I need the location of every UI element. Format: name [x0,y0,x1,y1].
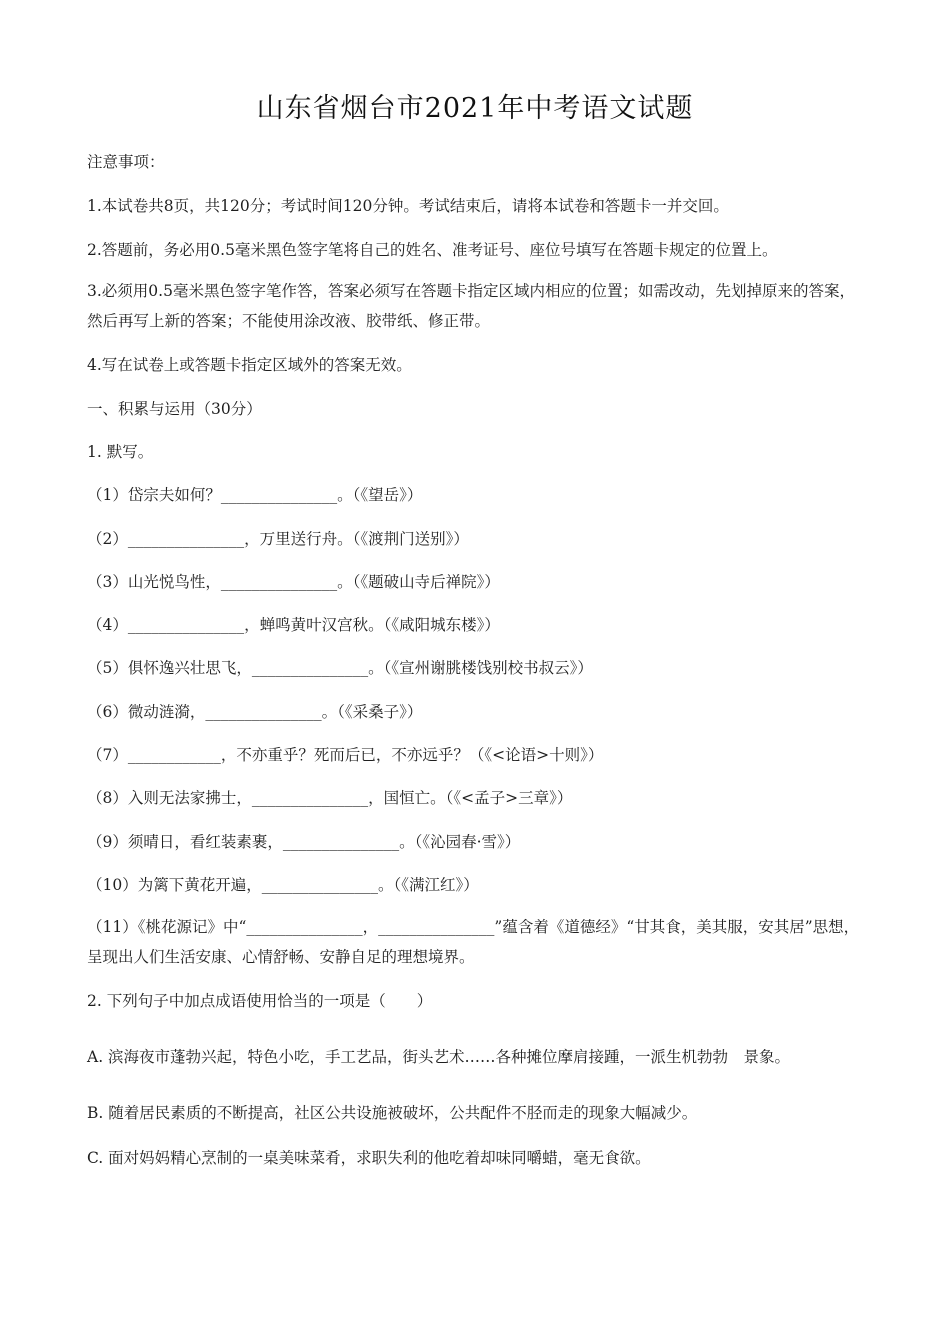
dictation-item: （1）岱宗夫如何？_______________。（《望岳》） [87,486,423,504]
dictation-item: （7）____________，不亦重乎？死而后已，不亦远乎？（《<论语>十则》） [87,746,604,764]
notice-item: 4.写在试卷上或答题卡指定区域外的答案无效。 [87,356,412,374]
notice-item: 1.本试卷共8页，共120分；考试时间120分钟。考试结束后，请将本试卷和答题卡一并交回。 [87,197,729,215]
dictation-item: （6）微动涟漪，_______________。（《采桑子》） [87,703,423,721]
dictation-item: （11）《桃花源记》中“_______________，_______________”蕴含着《道德经》“甘其食，美其服，安其居”思想，呈现出人们生活安康、心情舒畅、安静自足的理想境界。 [87,918,860,966]
dictation-item: （5）俱怀逸兴壮思飞，_______________。（《宣州谢朓楼饯别校书叔云》） [87,659,593,677]
dictation-item: （2）_______________，万里送行舟。（《渡荆门送别》） [87,530,469,548]
question-stem: 1. 默写。 [87,443,154,461]
choice-option: B. 随着居民素质的不断提高，社区公共设施被破坏，公共配件不胫而走的现象大幅减少。 [87,1104,698,1122]
notice-item: 3.必须用0.5毫米黑色签字笔作答，答案必须写在答题卡指定区域内相应的位置；如需改动，先划掉原来的答案，然后再写上新的答案；不能使用涂改液、胶带纸、修正带。 [87,282,855,330]
notice-heading: 注意事项： [87,153,165,171]
choice-option: A. 滨海夜市蓬勃兴起，特色小吃，手工艺品，街头艺术……各种摊位摩肩接踵，一派生机勃勃 景象。 [87,1048,791,1066]
dictation-item: （10）为篱下黄花开遍，_______________。（《满江红》） [87,876,479,894]
notice-item: 2.答题前，务必用0.5毫米黑色签字笔将自己的姓名、准考证号、座位号填写在答题卡规定的位置上。 [87,241,778,259]
dictation-item: （9）须晴日，看红装素裹，_______________。（《沁园春·雪》） [87,833,521,851]
question-stem: 2. 下列句子中加点成语使用恰当的一项是（ ） [87,992,433,1010]
page-title: 山东省烟台市2021年中考语文试题 [256,93,694,124]
dictation-item: （3）山光悦鸟性，_______________。（《题破山寺后禅院》） [87,573,500,591]
section-heading: 一、积累与运用（30分） [87,400,262,418]
dictation-item: （8）入则无法家拂士，_______________，国恒亡。（《<孟子>三章》） [87,789,573,807]
dictation-item: （4）_______________，蝉鸣黄叶汉宫秋。（《咸阳城东楼》） [87,616,500,634]
choice-option: C. 面对妈妈精心烹制的一桌美味菜肴，求职失利的他吃着却味同嚼蜡，毫无食欲。 [87,1149,651,1167]
